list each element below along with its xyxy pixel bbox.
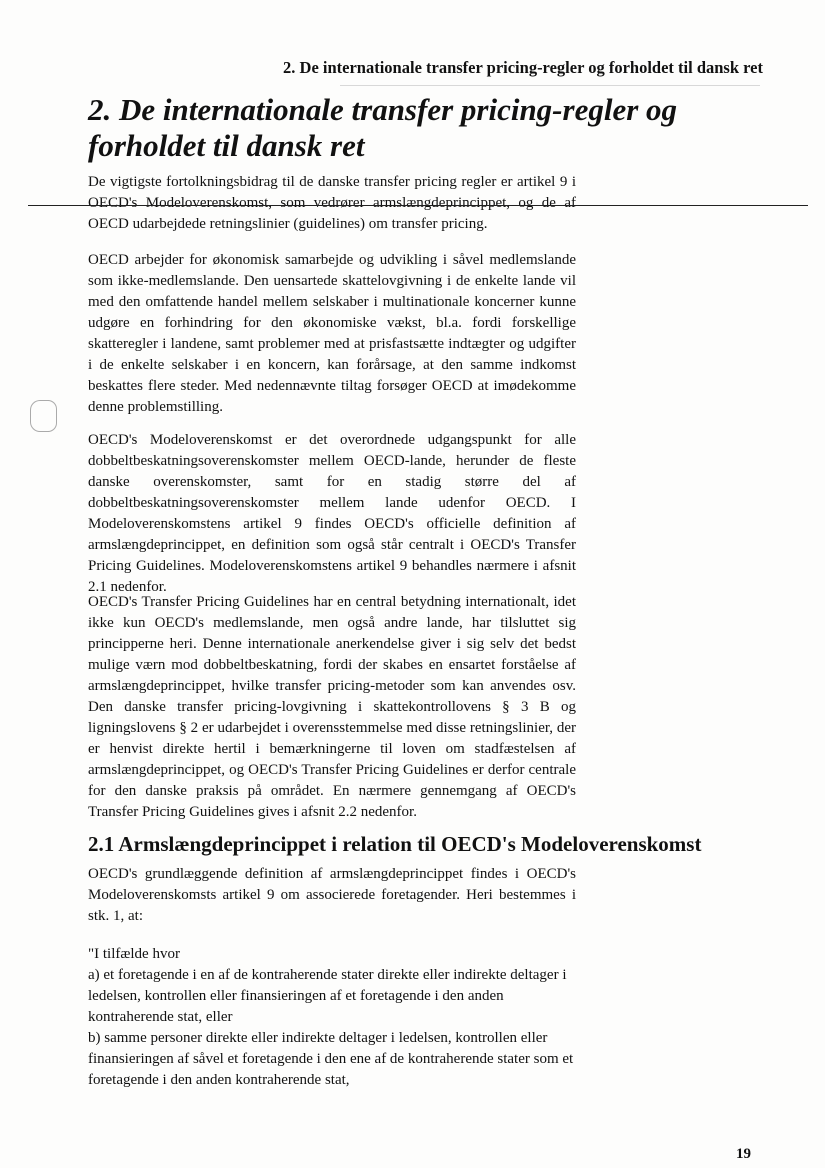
margin-mark — [48, 400, 57, 432]
model-convention-paragraph: OECD's Modeloverenskomst er det overordnede udgangspunkt for alle dobbeltbeskatningsoverenskomster mellem OECD-lande, herunder de fleste danske overenskomster, samt for en stadig større del af dobbeltbeskatningsoverenskomster mellem lande udenfor OECD. I Modeloverenskomstens artikel 9 findes OECD's officielle definition af armslængdeprincippet, en definition som også står centralt i OECD's Transfer Pricing Guidelines. Modeloverenskomstens artikel 9 behandles nærmere i afsnit 2.1 nedenfor. — [88, 432, 576, 595]
section-title: 2.1 Armslængdeprincippet i relation til OECD's Modeloverenskomst — [88, 832, 702, 856]
quote-item-b: b) samme personer direkte eller indirekte deltager i ledelsen, kontrollen eller finansieringen af såvel et foretagende i den ene af de kontraherende stater som et foretagende i den anden kontraherende stat, — [88, 1030, 574, 1088]
oecd-paragraph: OECD arbejder for økonomisk samarbejde og udvikling i såvel medlemslande som ikke-medlemslande. Den uensartede skattelovgivning i de enkelte lande vil med den omfattende handel mellem selskaber i multinationale koncerner kunne udgøre en forhindring for den økonomiske vækst, bl.a. fordi forskellige skatteregler i landene, samt problemer med at prisfastsætte indtægter og udgifter i de enkelte selskaber i en koncern, kan forårsage, at den samme indkomst beskattes flere steder. Med nedennævnte tiltag forsøger OECD at imødekomme denne problemstilling. — [88, 252, 576, 415]
article-quote — [88, 944, 576, 1091]
section-intro-paragraph: OECD's grundlæggende definition af armslængdeprincippet findes i OECD's Modeloverenskomsts artikel 9 om associerede foretagender. Heri bestemmes i stk. 1, at: — [88, 866, 576, 924]
quote-item-a: a) et foretagende i en af de kontraherende stater direkte eller indirekte deltager i ledelsen, kontrollen eller finansieringen af et foretagende i den anden kontraherende stat, eller — [88, 967, 567, 1025]
header-rule — [340, 85, 760, 86]
page-number: 19 — [736, 1146, 751, 1162]
guidelines-paragraph: OECD's Transfer Pricing Guidelines har en central betydning internationalt, idet ikke kun OECD's medlemslande, men også andre lande, har tilsluttet sig principperne heri. Denne internationale anerkendelse giver i sig selv det bedst mulige værn mod dobbeltbeskatning, fordi der skabes en ensartet forståelse af armslængdeprincippet, hvilke transfer pricing-metoder som kan anvendes osv. Den danske transfer pricing-lovgivning i skattekontrollovens § 3 B og ligningslovens § 2 er udarbejdet i overensstemmelse med disse retningslinier, der er henvist direkte hertil i bemærkningerne til loven om stadfæstelsen af armslængdeprincippet, og OECD's Transfer Pricing Guidelines er derfor centrale for den danske praksis på området. En nærmere gennemgang af OECD's Transfer Pricing Guidelines gives i afsnit 2.2 nedenfor. — [88, 594, 576, 820]
running-header: 2. De internationale transfer pricing-regler og forholdet til dansk ret — [283, 58, 763, 77]
quote-lead: "I tilfælde hvor — [88, 946, 180, 962]
chapter-title: 2. De internationale transfer pricing-regler og forholdet til dansk ret — [88, 92, 678, 163]
margin-mark — [30, 400, 49, 432]
scan-line-artifact — [28, 205, 808, 206]
intro-paragraph: De vigtigste fortolkningsbidrag til de danske transfer pricing regler er artikel 9 i OECD's Modeloverenskomst, som vedrører armslængdeprincippet, og de af OECD udarbejdede retningslinier (guidelines) om transfer pricing. — [88, 174, 576, 232]
